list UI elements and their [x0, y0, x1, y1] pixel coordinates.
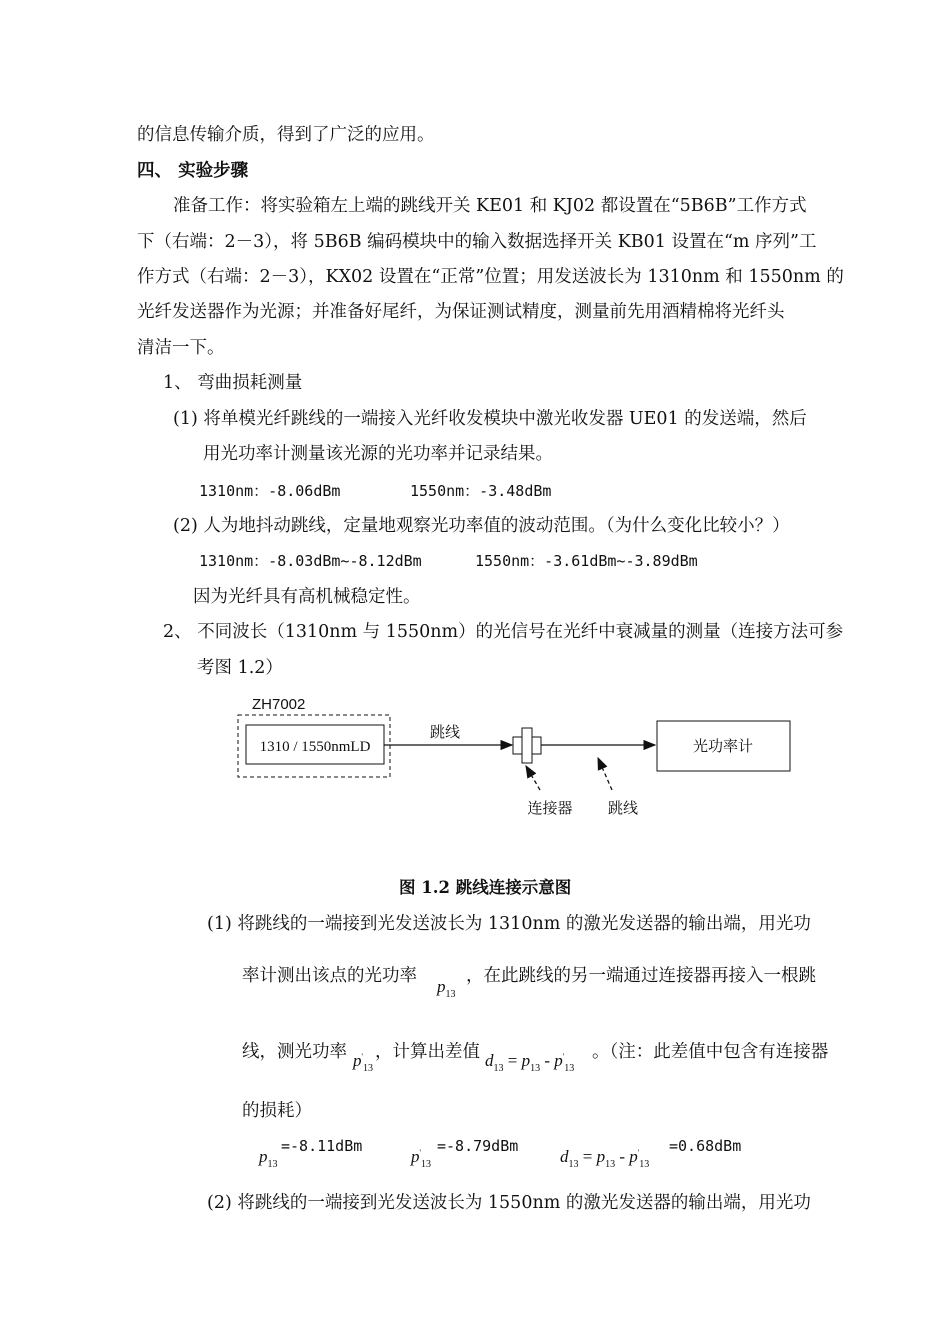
result-value: 1310nm：-8.06dBm [199, 482, 341, 500]
text-line: 用光功率计测量该光源的光功率并记录结果。 [203, 444, 553, 464]
text-line: 因为光纤具有高机械稳定性。 [193, 587, 421, 607]
text-line: 的信息传输介质，得到了广泛的应用。 [137, 125, 435, 145]
formula-p13-prime: $p'_{13}$ [353, 1051, 373, 1074]
power-meter-label: 光功率计 [692, 738, 754, 755]
text-line: 的损耗） [242, 1101, 312, 1121]
connector-left-block [513, 737, 522, 754]
result-value: 1550nm：-3.61dBm~-3.89dBm [475, 552, 698, 570]
figure-caption: 图 1.2 跳线连接示意图 [399, 878, 572, 897]
result-p13-prime: $p'_{13}$ [411, 1147, 431, 1170]
text-line: 光纤发送器作为光源；并准备好尾纤，为保证测试精度，测量前先用酒精棉将光纤头 [137, 302, 785, 322]
text-line: (1) 将单模光纤跳线的一端接入光纤收发模块中激光收发器 UE01 的发送端，然后 [173, 409, 807, 429]
result-value: 1310nm：-8.03dBm~-8.12dBm [199, 552, 422, 570]
jumper-label: 跳线 [429, 724, 461, 741]
formula-p13: $p_{13}$ [437, 977, 456, 1000]
jumper2-label: 跳线 [607, 800, 639, 817]
text-line: 率计测出该点的光功率 [242, 966, 417, 986]
result-p13: $p_{13}$ [259, 1147, 278, 1170]
text-line: 下（右端：2－3），将 5B6B 编码模块中的输入数据选择开关 KB01 设置在“m 序列”工 [137, 232, 817, 252]
text-line: 。（注：此差值中包含有连接器 [592, 1042, 829, 1062]
text-line: 线，测光功率 [242, 1042, 347, 1062]
text-line: (2) 人为地抖动跳线，定量地观察光功率值的波动范围。（为什么变化比较小？） [173, 516, 790, 536]
connection-diagram [0, 690, 950, 830]
text-line: 作方式（右端：2－3），KX02 设置在“正常”位置；用发送波长为 1310nm 和 1550nm 的 [137, 267, 844, 287]
result-value: 1550nm：-3.48dBm [410, 482, 552, 500]
connector-right-block [532, 737, 541, 754]
text-line: 清洁一下。 [137, 338, 225, 358]
formula-d13: $d_{13} = p_{13} - p'_{13}$ [485, 1051, 575, 1074]
text-line: 考图 1.2） [197, 658, 283, 678]
result-value: =-8.79dBm [437, 1137, 519, 1155]
text-line: 准备工作：将实验箱左上端的跳线开关 KE01 和 KJ02 都设置在“5B6B”工作方式 [173, 196, 807, 216]
subsection-title: 1、 弯曲损耗测量 [163, 373, 303, 393]
section-heading: 四、 实验步骤 [137, 161, 249, 181]
connector-middle-block [522, 728, 532, 763]
subsection-title: 2、 不同波长（1310nm 与 1550nm）的光信号在光纤中衰减量的测量（连接方法可参 [163, 622, 844, 642]
text-line: (1) 将跳线的一端接到光发送波长为 1310nm 的激光发送器的输出端，用光功 [207, 914, 811, 934]
result-value: =-8.11dBm [281, 1137, 363, 1155]
result-value: =0.68dBm [669, 1137, 742, 1155]
text-line: ，计算出差值 [375, 1042, 480, 1062]
jumper2-pointer-arrow [598, 758, 612, 790]
connector-pointer-arrow [526, 766, 540, 790]
text-line: ，在此跳线的另一端通过连接器再接入一根跳 [466, 966, 816, 986]
connector-label: 连接器 [527, 800, 573, 817]
laser-source-label: 1310 / 1550nmLD [259, 739, 371, 755]
text-line: (2) 将跳线的一端接到光发送波长为 1550nm 的激光发送器的输出端，用光功 [207, 1193, 811, 1213]
result-d13: $d_{13} = p_{13} - p'_{13}$ [560, 1147, 650, 1170]
box-title-label: ZH7002 [252, 696, 306, 713]
